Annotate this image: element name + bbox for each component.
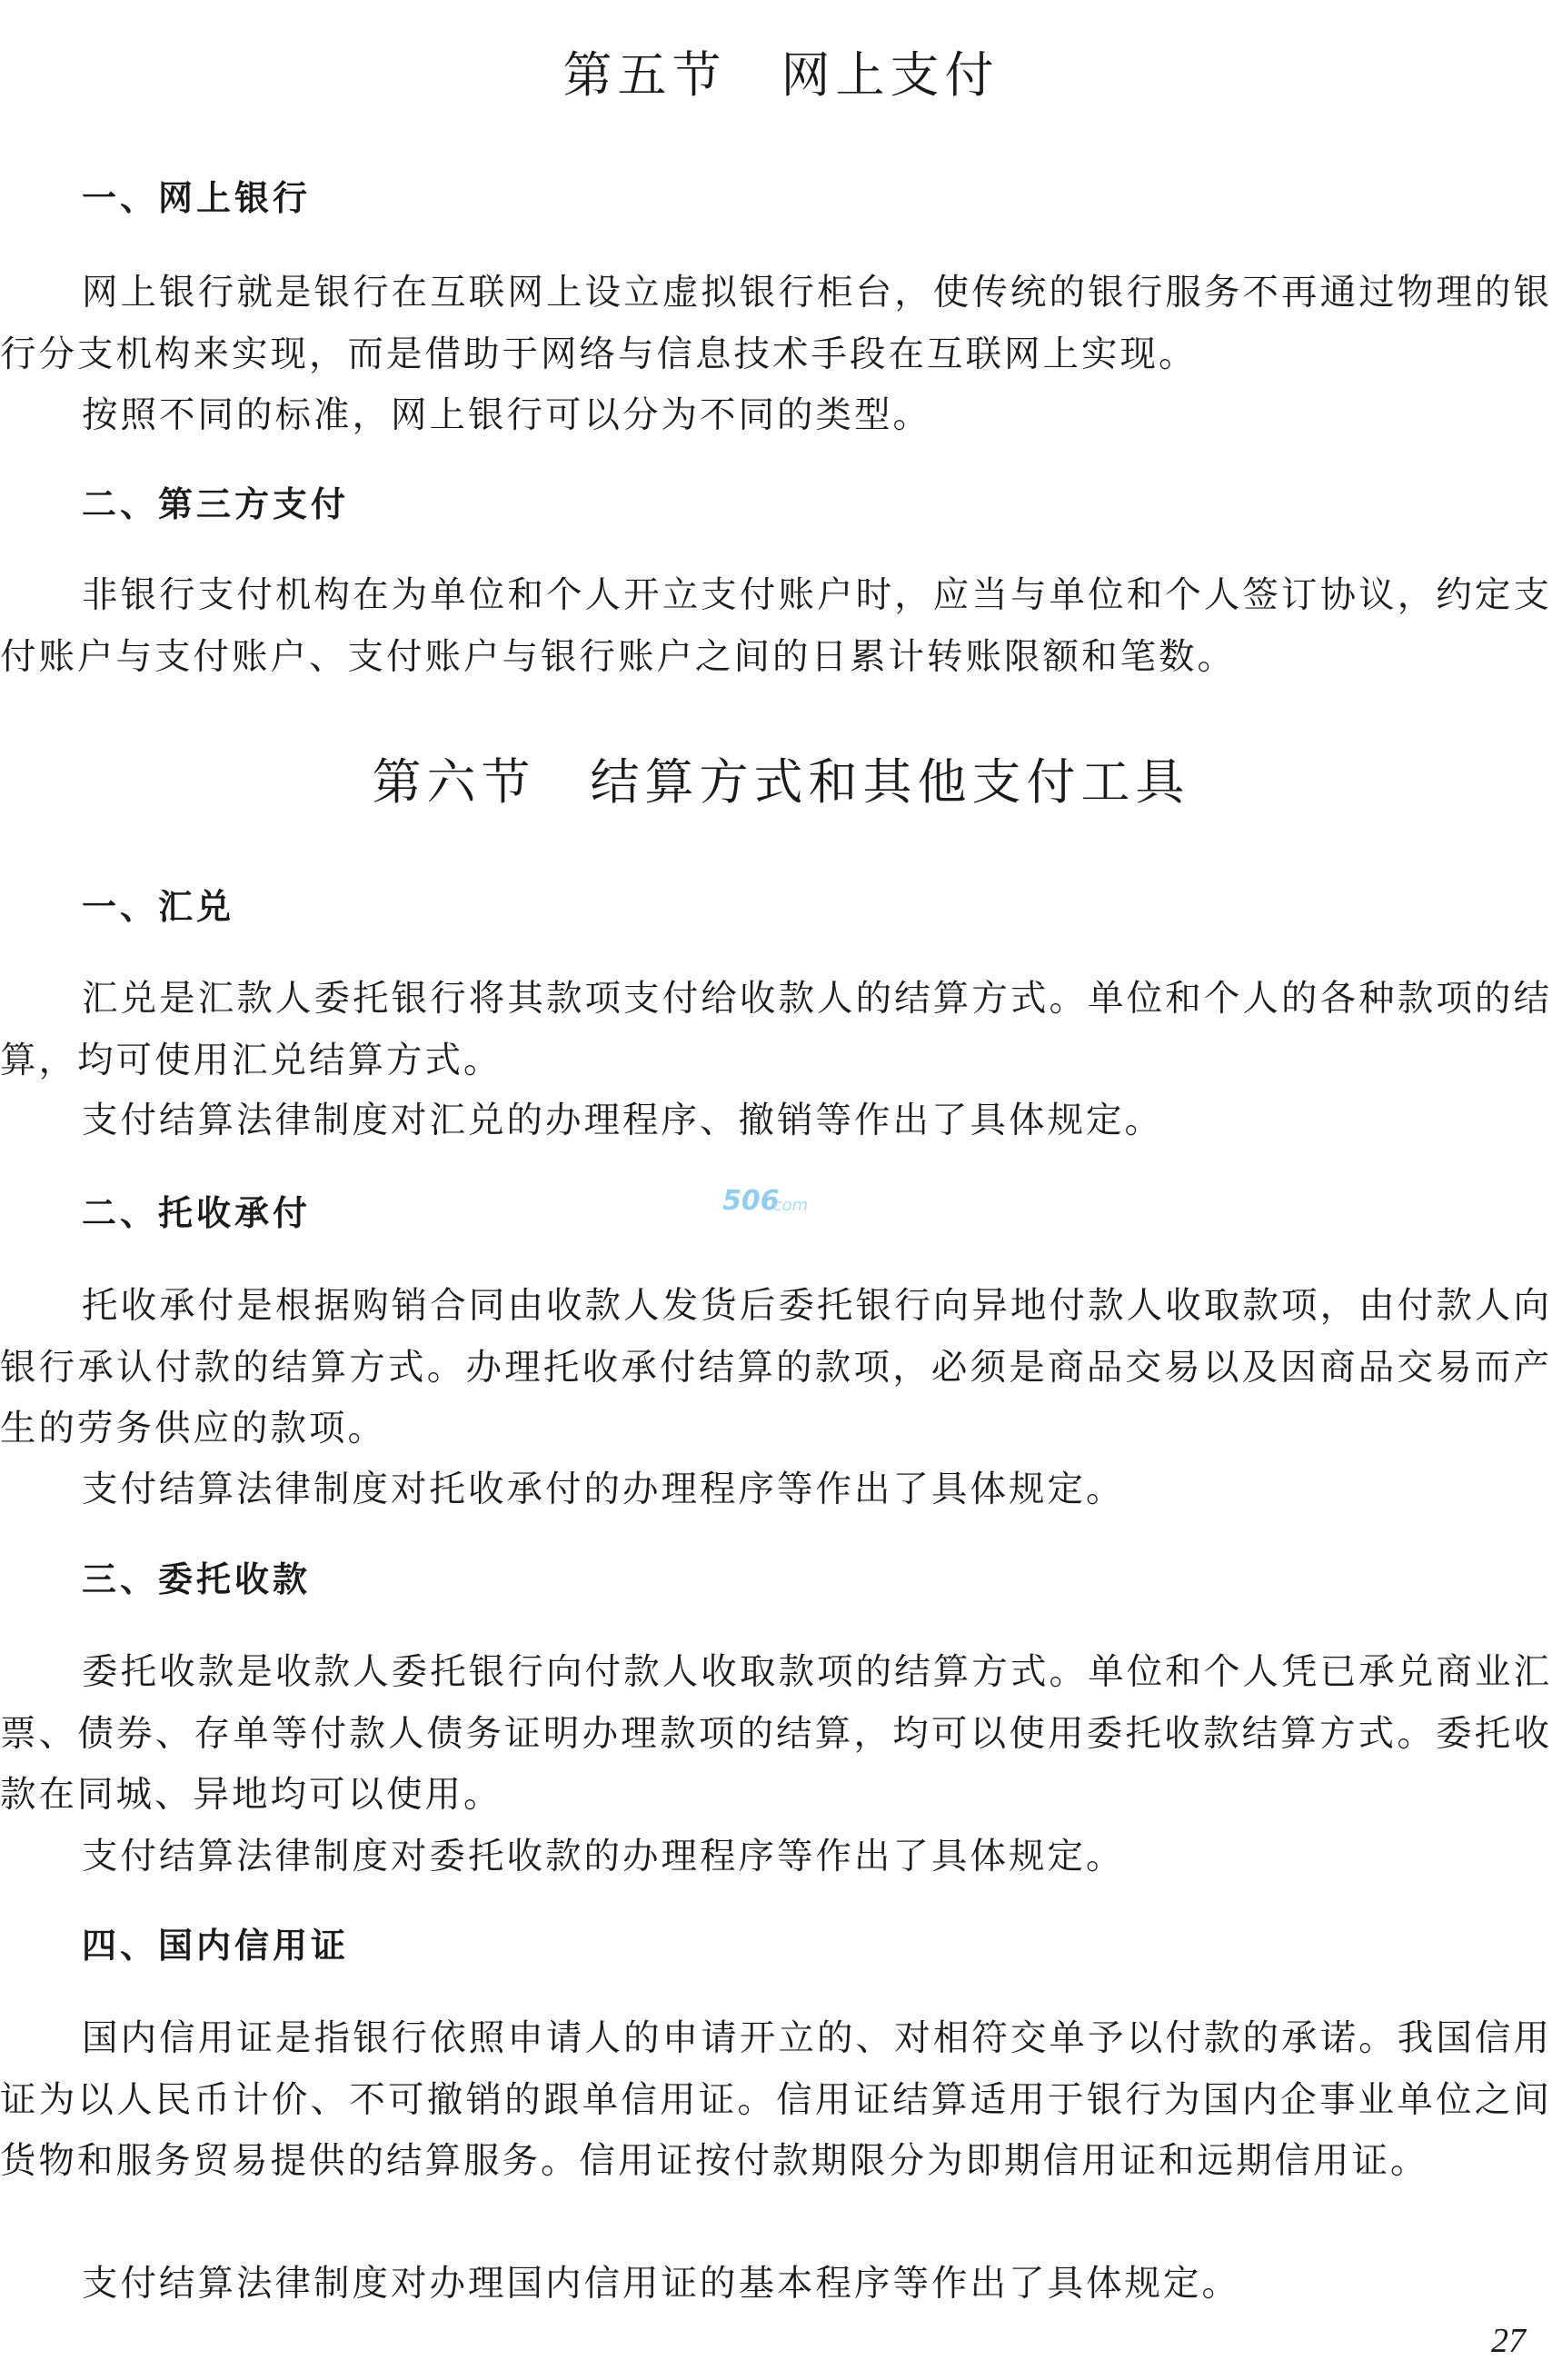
paragraph: 支付结算法律制度对汇兑的办理程序、撤销等作出了具体规定。 [82,1100,1163,1141]
subsection-heading: 二、第三方支付 [82,484,350,524]
subsection-heading: 二、托收承付 [82,1193,312,1233]
paragraph: 汇兑是汇款人委托银行将其款项支付给收款人的结算方式。单位和个人的各种款项的结算，均可使用汇兑结算方式。 [0,978,1552,1081]
section-title [0,751,1562,814]
section-number: 第六节 [372,753,536,811]
paragraph: 支付结算法律制度对办理国内信用证的基本程序等作出了具体规定。 [82,2263,1240,2305]
paragraph: 按照不同的标准，网上银行可以分为不同的类型。 [82,394,931,436]
watermark-suffix: .com [768,1196,809,1215]
watermark-logo [722,1183,841,1223]
paragraph: 委托收款是收款人委托银行向付款人收取款项的结算方式。单位和个人凭已承兑商业汇票、债券、存单等付款人债务证明办理款项的结算，均可以使用委托收款结算方式。委托收款在同城、异地均可以使用。 [0,1651,1552,1816]
section-name: 结算方式和其他支付工具 [590,753,1190,811]
subsection-heading: 三、委托收款 [82,1559,312,1599]
subsection-heading: 一、汇兑 [82,887,235,927]
page-number: 27 [1491,2322,1526,2360]
subsection-heading: 一、网上银行 [82,178,312,218]
paragraph: 网上银行就是银行在互联网上设立虚拟银行柜台，使传统的银行服务不再通过物理的银行分支机构来实现，而是借助于网络与信息技术手段在互联网上实现。 [0,272,1552,375]
paragraph: 支付结算法律制度对委托收款的办理程序等作出了具体规定。 [82,1836,1125,1877]
section-number: 第五节 [562,46,727,104]
paragraph: 托收承付是根据购销合同由收款人发货后委托银行向异地付款人收取款项，由付款人向银行承认付款的结算方式。办理托收承付结算的款项，必须是商品交易以及因商品交易而产生的劳务供应的款项。 [0,1285,1552,1449]
paragraph: 非银行支付机构在为单位和个人开立支付账户时，应当与单位和个人签订协议，约定支付账户与支付账户、支付账户与银行账户之间的日累计转账限额和笔数。 [0,574,1552,678]
section-title [0,44,1562,107]
watermark-number: 506 [722,1185,780,1217]
paragraph: 国内信用证是指银行依照申请人的申请开立的、对相符交单予以付款的承诺。我国信用证为以人民币计价、不可撤销的跟单信用证。信用证结算适用于银行为国内企事业单位之间货物和服务贸易提供的结算服务。信用证按付款期限分为即期信用证和远期信用证。 [0,2017,1552,2182]
subsection-heading: 四、国内信用证 [82,1926,350,1966]
paragraph: 支付结算法律制度对托收承付的办理程序等作出了具体规定。 [82,1469,1125,1510]
section-name: 网上支付 [781,46,1000,104]
